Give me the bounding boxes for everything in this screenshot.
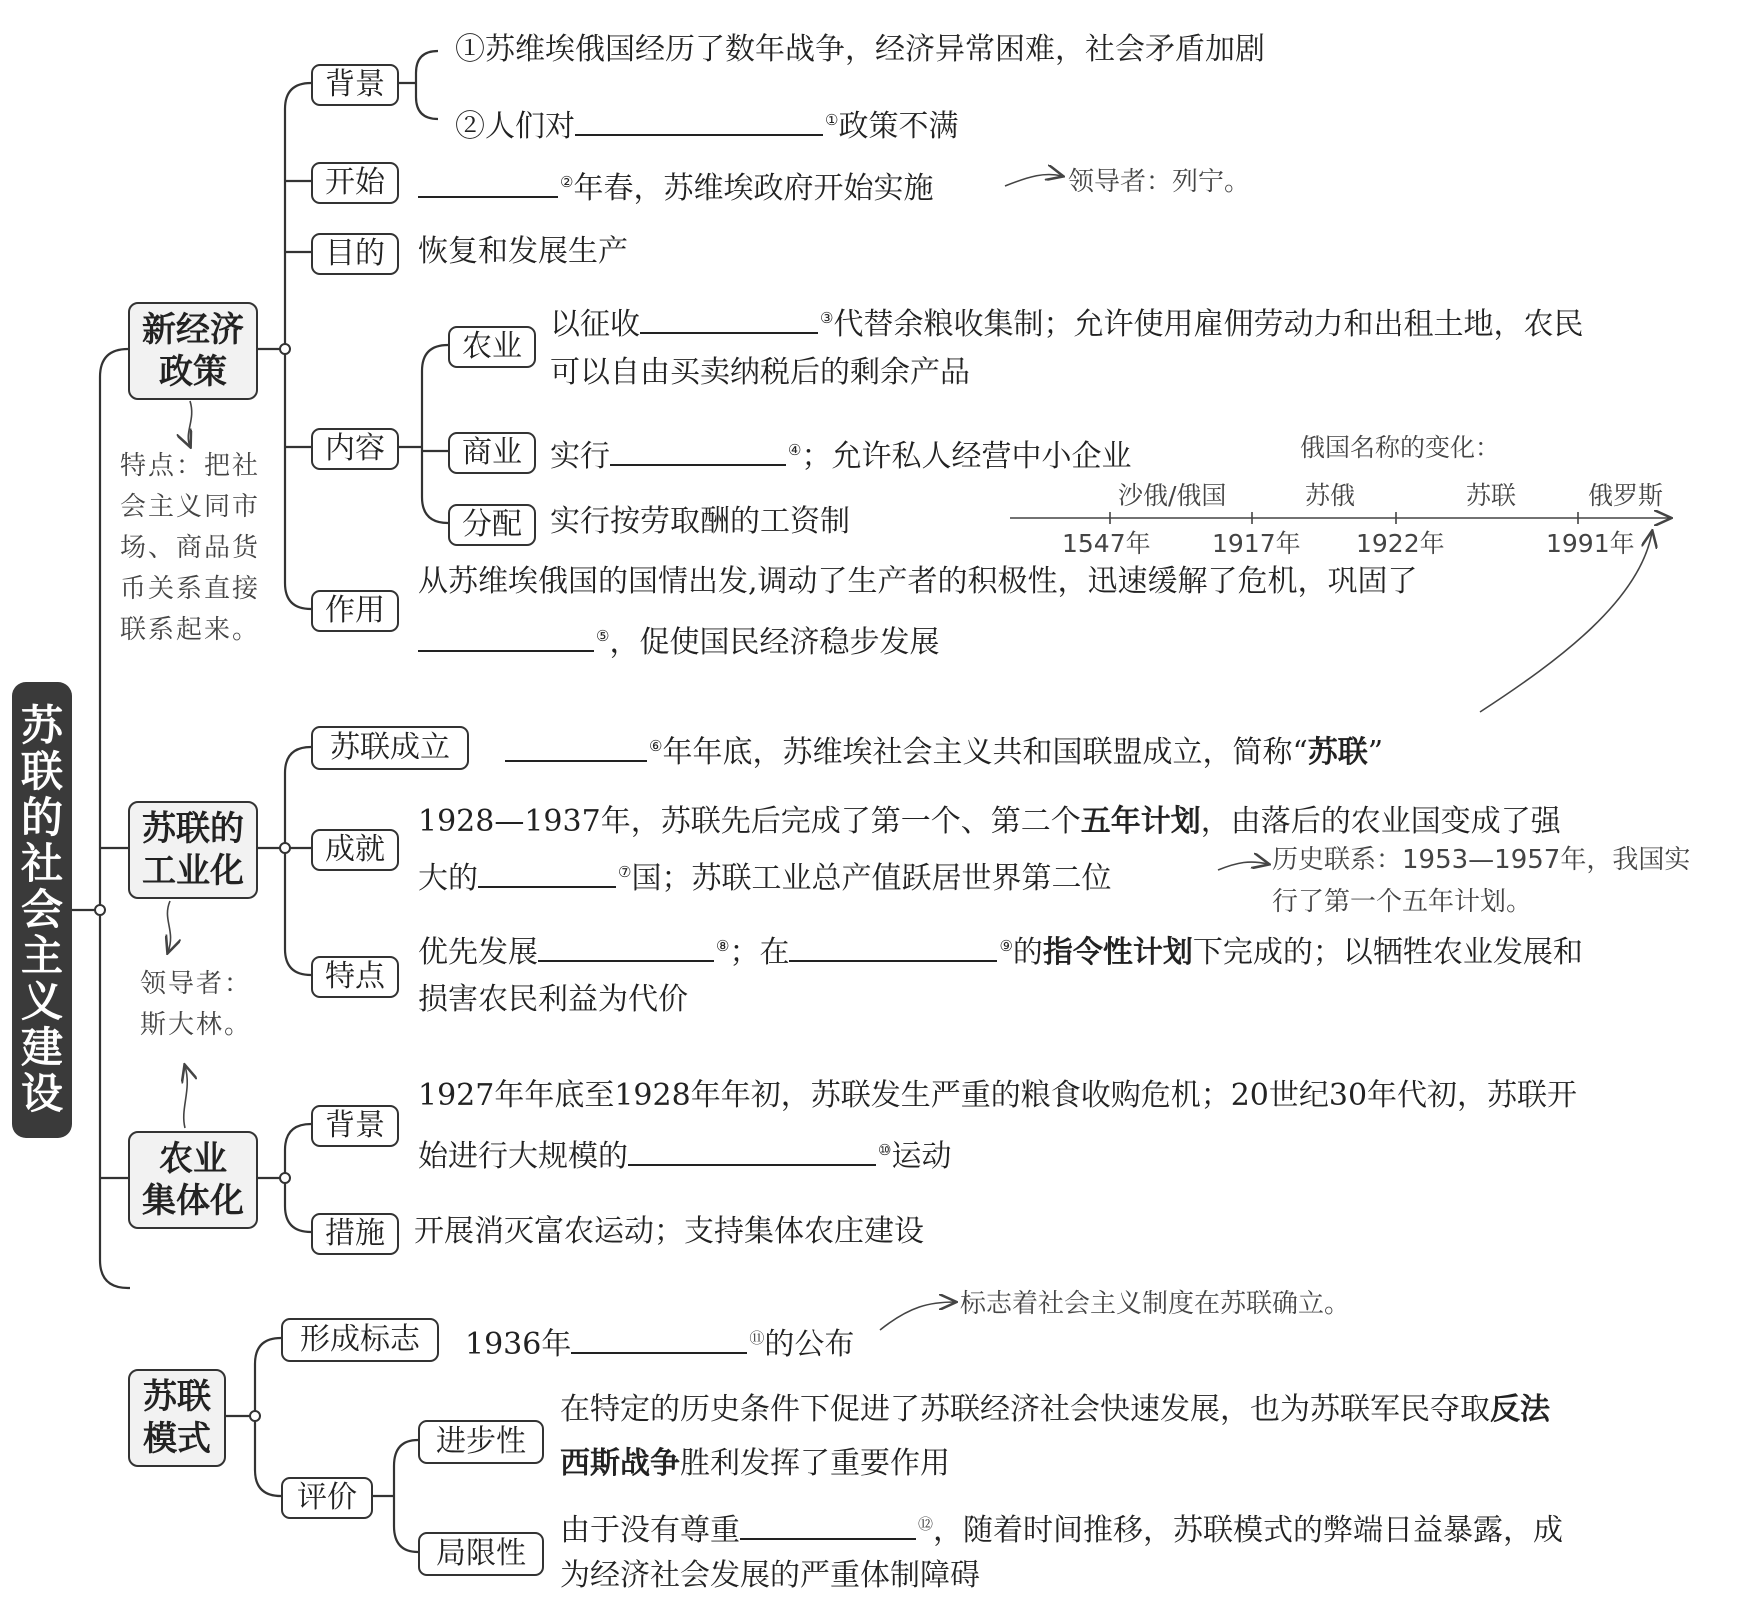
section-collectivization xyxy=(128,1131,258,1229)
note-line: 联系起来。 xyxy=(120,615,261,645)
blank-number: ① xyxy=(825,111,839,129)
fill-blank xyxy=(571,1318,747,1354)
node-nep-effect xyxy=(311,590,399,632)
text: 实行 xyxy=(550,439,610,474)
section-title-line: 集体化 xyxy=(142,1181,244,1221)
nep-effect-line1: 从苏维埃俄国的国情出发,调动了生产者的积极性，迅速缓解了危机，巩固了 xyxy=(418,564,1418,599)
node-nep-content xyxy=(311,428,399,470)
timeline-title: 俄国名称的变化： xyxy=(1300,433,1501,462)
timeline-year-1917: 1917年 xyxy=(1212,529,1301,558)
text: ，随着时间推移，苏联模式的弊端日益暴露，成 xyxy=(933,1513,1564,1548)
blank-number: ③ xyxy=(820,309,834,327)
text: 优先发展 xyxy=(418,935,538,970)
fill-blank xyxy=(640,298,818,334)
fill-blank xyxy=(505,726,647,762)
blank-number: ④ xyxy=(788,441,802,459)
text: 1936年 xyxy=(465,1327,572,1362)
text: 运动 xyxy=(891,1139,952,1174)
section-title-line: 苏联的 xyxy=(142,809,244,849)
text: ②人们对 xyxy=(455,109,575,144)
agriculture-line2: 可以自由买卖纳税后的剩余产品 xyxy=(550,355,970,390)
node-label: 内容 xyxy=(325,431,385,466)
root-char: 建 xyxy=(20,1023,63,1072)
root-char: 社 xyxy=(20,839,63,888)
text: 的 xyxy=(1012,935,1043,970)
node-distribution xyxy=(448,504,536,546)
progress-line1 xyxy=(560,1384,1550,1436)
blank-number: ⑧ xyxy=(716,937,730,955)
node-collectivization-background xyxy=(311,1105,399,1147)
fill-blank xyxy=(575,100,823,136)
section-title-line: 农业 xyxy=(159,1139,227,1179)
fill-blank xyxy=(610,430,786,466)
root-char: 联 xyxy=(20,747,63,796)
blank-number: ⑤ xyxy=(596,627,610,645)
bold-text: 西斯战争 xyxy=(560,1446,680,1481)
node-features xyxy=(311,956,399,998)
blank-number: ⑥ xyxy=(649,737,663,755)
node-label: 形成标志 xyxy=(300,1322,420,1357)
section-title-line: 工业化 xyxy=(142,851,244,891)
nep-background-item1: ①苏维埃俄国经历了数年战争，经济异常困难，社会矛盾加剧 xyxy=(455,32,1265,67)
text: 年年底，苏维埃社会主义共和国联盟成立，简称 xyxy=(662,735,1293,770)
timeline-year-1547: 1547年 xyxy=(1062,529,1151,558)
agriculture-line1 xyxy=(550,292,1583,351)
node-label: 苏联成立 xyxy=(330,730,450,765)
blank-number: ⑨ xyxy=(999,937,1013,955)
blank-number: ② xyxy=(560,173,574,191)
text: 下完成的；以牺牲农业发展和 xyxy=(1192,935,1583,970)
features-line2: 损害农民利益为代价 xyxy=(418,982,688,1017)
fill-blank xyxy=(418,616,594,652)
nep-feature-note xyxy=(120,446,280,651)
bold-text: 反法 xyxy=(1490,1392,1550,1427)
nep-effect-line2 xyxy=(418,610,939,669)
text: “ xyxy=(1292,735,1308,770)
section-title-line: 新经济 xyxy=(142,310,244,350)
history-link-note-1: 历史联系：1953—1957年，我国实 xyxy=(1272,845,1691,875)
node-evaluation xyxy=(281,1477,373,1519)
text: 1928—1937年，苏联先后完成了第一个、第二个 xyxy=(418,804,1081,839)
distribution-text: 实行按劳取酬的工资制 xyxy=(550,504,850,539)
node-label: 评价 xyxy=(297,1480,357,1515)
node-formation xyxy=(281,1318,439,1362)
root-char: 主 xyxy=(20,931,63,980)
nep-purpose-text: 恢复和发展生产 xyxy=(418,234,628,269)
node-progressiveness xyxy=(418,1420,544,1464)
node-limitations xyxy=(418,1532,544,1576)
nep-start-text xyxy=(418,156,933,215)
root-topic xyxy=(12,682,72,1138)
node-label: 背景 xyxy=(325,1108,385,1143)
text: 在特定的历史条件下促进了苏联经济社会快速发展，也为苏联军民夺取 xyxy=(560,1392,1490,1427)
blank-number: ⑦ xyxy=(618,863,632,881)
note-line: 场、商品货 xyxy=(120,533,261,563)
achievement-line2 xyxy=(418,846,1111,905)
nep-background-item2 xyxy=(455,94,958,153)
note-line: 特点：把社 xyxy=(120,451,261,481)
root-char: 会 xyxy=(20,885,63,934)
node-label: 措施 xyxy=(325,1216,385,1251)
limitation-line2: 为经济社会发展的严重体制障碍 xyxy=(560,1558,980,1593)
node-commerce xyxy=(448,432,536,474)
node-measures xyxy=(311,1213,399,1255)
note-line: 会主义同市 xyxy=(120,492,261,522)
formation-text xyxy=(465,1312,854,1371)
text: 胜利发挥了重要作用 xyxy=(680,1446,950,1481)
commerce-text xyxy=(550,424,1131,483)
text: ；允许私人经营中小企业 xyxy=(801,439,1132,474)
text: ，促使国民经济稳步发展 xyxy=(609,625,940,660)
formation-note: 标志着社会主义制度在苏联确立。 xyxy=(960,1289,1351,1319)
node-label: 背景 xyxy=(325,67,385,102)
history-link-note-2: 行了第一个五年计划。 xyxy=(1272,887,1533,917)
node-label: 商业 xyxy=(462,435,522,470)
node-label: 目的 xyxy=(325,236,385,271)
timeline-name-tsar: 沙俄/俄国 xyxy=(1118,481,1227,510)
section-industrialization xyxy=(128,801,258,899)
text: ” xyxy=(1367,735,1384,770)
text: 以征收 xyxy=(550,307,640,342)
root-char: 苏 xyxy=(20,701,63,750)
timeline-year-1922: 1922年 xyxy=(1356,529,1445,558)
stalin-leader-note xyxy=(140,964,252,1046)
node-label: 进步性 xyxy=(436,1424,526,1459)
timeline-name-ussr: 苏联 xyxy=(1466,481,1517,510)
text: 政策不满 xyxy=(838,109,959,144)
limitation-line1 xyxy=(560,1498,1563,1557)
node-label: 作用 xyxy=(325,593,385,628)
section-soviet-model xyxy=(128,1369,226,1467)
fill-blank xyxy=(478,852,616,888)
text: 年春，苏维埃政府开始实施 xyxy=(573,171,934,206)
collectivization-background-line1: 1927年年底至1928年年初，苏联发生严重的粮食收购危机；20世纪30年代初，苏联开 xyxy=(418,1078,1578,1113)
node-nep-purpose xyxy=(311,233,399,275)
node-nep-start xyxy=(311,162,399,204)
node-label: 成就 xyxy=(325,832,385,867)
text: 始进行大规模的 xyxy=(418,1139,628,1174)
section-nep xyxy=(128,302,258,400)
fill-blank xyxy=(418,162,558,198)
note-line: 斯大林。 xyxy=(140,1010,253,1040)
text: ，由落后的农业国变成了强 xyxy=(1200,804,1561,839)
timeline-year-1991: 1991年 xyxy=(1546,529,1635,558)
nep-leader-note: 领导者：列宁。 xyxy=(1068,167,1251,197)
node-label: 开始 xyxy=(325,165,385,200)
fill-blank xyxy=(789,926,997,962)
bold-text: 指令性计划 xyxy=(1042,935,1193,970)
root-char: 设 xyxy=(20,1069,63,1118)
timeline-name-soviet-russia: 苏俄 xyxy=(1305,481,1356,510)
bold-text: 五年计划 xyxy=(1080,804,1201,839)
node-agriculture xyxy=(448,326,536,368)
fill-blank xyxy=(628,1130,876,1166)
fill-blank xyxy=(538,926,714,962)
blank-number: ⑪ xyxy=(749,1329,765,1347)
collectivization-background-line2 xyxy=(418,1124,951,1183)
section-title-line: 政策 xyxy=(159,352,227,392)
blank-number: ⑫ xyxy=(918,1515,934,1533)
section-title-line: 苏联 xyxy=(143,1377,211,1417)
node-label: 特点 xyxy=(325,959,385,994)
fill-blank xyxy=(740,1504,916,1540)
node-ussr-founding xyxy=(311,726,469,770)
text: 大的 xyxy=(418,861,478,896)
node-label: 分配 xyxy=(462,507,522,542)
section-title-line: 模式 xyxy=(143,1419,211,1459)
text: ；在 xyxy=(729,935,790,970)
ussr-founding-text xyxy=(505,720,1383,779)
root-char: 义 xyxy=(20,977,63,1026)
measures-text: 开展消灭富农运动；支持集体农庄建设 xyxy=(414,1214,924,1249)
text: 由于没有尊重 xyxy=(560,1513,740,1548)
text: 代替余粮收集制；允许使用雇佣劳动力和出租土地，农民 xyxy=(833,307,1584,342)
text: 国；苏联工业总产值跃居世界第二位 xyxy=(631,861,1112,896)
timeline-name-russia: 俄罗斯 xyxy=(1588,481,1664,510)
progress-line2 xyxy=(560,1438,950,1490)
node-achievement xyxy=(311,829,399,871)
node-label: 局限性 xyxy=(436,1536,526,1571)
node-nep-background xyxy=(311,64,399,106)
note-line: 币关系直接 xyxy=(120,574,261,604)
blank-number: ⑩ xyxy=(878,1141,892,1159)
root-char: 的 xyxy=(20,793,63,842)
text: 的公布 xyxy=(764,1327,855,1362)
node-label: 农业 xyxy=(462,329,522,364)
bold-text: 苏联 xyxy=(1307,735,1368,770)
features-line1 xyxy=(418,920,1583,979)
note-line: 领导者： xyxy=(140,969,253,999)
